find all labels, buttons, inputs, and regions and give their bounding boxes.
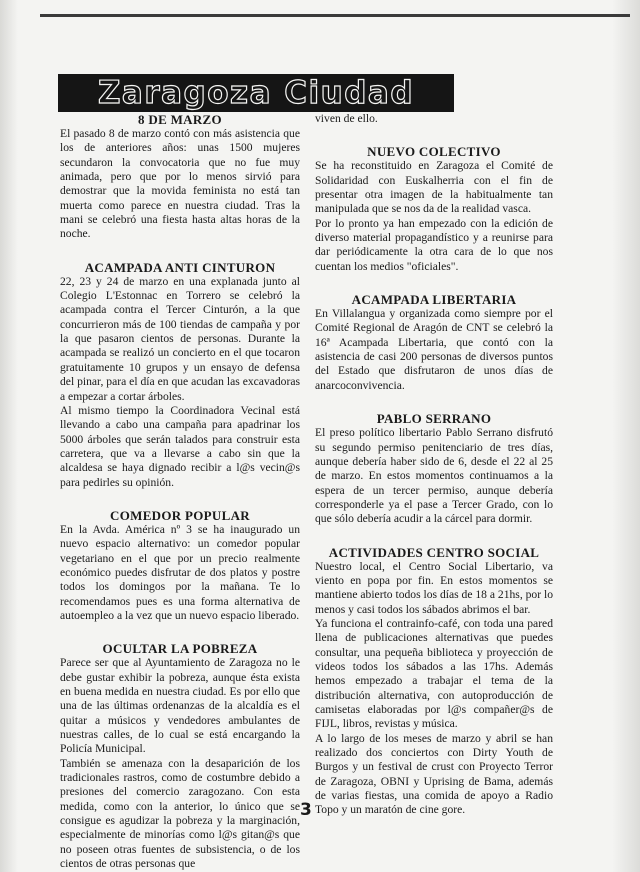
article-paragraph: En la Avda. América nº 3 se ha inaugurado un nuevo espacio alternativo: un comedor popular vegetariano en el que por un precio realmente económico puedes disfrutar de dos platos y postre todos los domingos por la mañana. Te lo recomendamos pues es una forma alternativa de autoempleo a la vez que un nuevo espacio liberado. [60,522,300,622]
article-title: NUEVO COLECTIVO [367,144,501,160]
article-paragraph: El pasado 8 de marzo contó con más asistencia que los de anteriores años: unas 1500 mujeres secundaron la convocatoria que no fue muy animada, pero que por lo menos sirvió para demostrar que la movida feminista no está tan muerta como parece en nuestra ciudad. Tras la mani se celebró una fiesta hasta altas horas de la noche. [60,127,300,241]
article-title: COMEDOR POPULAR [110,507,250,523]
article-acampada-libertaria [315,292,553,393]
article-paragraph: Al mismo tiempo la Coordinadora Vecinal está llevando a cabo una campaña para apadrinar los 5000 árboles que serán talados para construir esta carretera, que va a llevarse a cabo sin que la alcaldesa se haya dignado recibir a l@s vecin@s para pedirles su opinión. [60,403,300,489]
article-title: 8 DE MARZO [138,112,222,127]
article-paragraph: Parece ser que al Ayuntamiento de Zaragoza no le debe gustar exhibir la pobreza, aunque ésta exista en buena medida en nuestra ciudad. Es por ello que una de las últimas ordenanzas de la alcaldía es el quitar a músicos y vendedores ambulantes de nuestras calles, de lo cual se está encargando la Policía Municipal. [60,656,300,756]
article-paragraph: En Villalangua y organizada como siempre por el Comité Regional de Aragón de CNT se celebró la 16ª Acampada Libertaria, que contó con la asistencia de casi 200 personas de diversos puntos del Estado que disfrutaron de unos días de anarcoconvivencia. [315,307,553,392]
article-paragraph: Por lo pronto ya han empezado con la edición de diverso material propagandístico y a reunirse para dar periódicamente la otra cara de lo que nos cuentan los medios "oficiales". [315,216,553,273]
article-paragraph: A lo largo de los meses de marzo y abril se han realizado dos conciertos con Dirty Youth de Burgos y un festival de crust con Proyecto Terror de Zaragoza, OBNI y Uprising de Bama, además de varias fiestas, una comida de apoyo a Radio Topo y un maratón de cine gore. [315,731,553,817]
article-paragraph: Nuestro local, el Centro Social Libertario, va viento en popa por fin. En estos momentos se mantiene abierto todos los días de 18 a 21hs, por lo menos y casi todos los sábados abrimos el bar. [315,559,553,616]
article-pablo-serrano [315,411,553,526]
article-actividades-centro-social [315,545,553,818]
article-acampada-anti-cinturon [60,260,300,490]
right-column [315,112,553,818]
section-banner [58,74,454,112]
article-paragraph: Se ha reconstituido en Zaragoza el Comité de Solidaridad con Euskalherria con el fin de presentar otra imagen de la habitualmente tan manipulada que se nos da de la realidad vasca. [315,159,553,216]
article-8-de-marzo [60,112,300,242]
article-paragraph: Ya funciona el contrainfo-café, con toda una pared llena de publicaciones alternativas que puedes consultar, una pequeña biblioteca y proyección de videos todos los sábados a las 17hs. Además hemos empezado a trabajar el tema de la distribución alternativa, con autoproducción de camisetas elaboradas por l@s compañer@s de FIJL, libros, revistas y música. [315,616,553,731]
section-title: Zaragoza Ciudad [97,75,415,111]
top-rule [40,14,630,17]
article-nuevo-colectivo [315,144,553,274]
article-continuation: viven de ello. [315,112,378,125]
article-title: ACAMPADA LIBERTARIA [351,292,517,308]
page-number: 3 [300,800,312,820]
article-paragraph: El preso político libertario Pablo Serrano disfrutó su segundo permiso penitenciario de tres días, aunque debería haber sido de 6, desde el 22 al 25 de marzo. En estos momentos continuamos a la espera de un tercer permiso, aunque debería corresponderle ya el pase a Tercer Grado, con lo que sólo debería acudir a la cárcel para dormir. [315,426,553,526]
article-paragraph: También se amenaza con la desaparición de los tradicionales rastros, como de costumbre debido a presiones del comercio zaragozano. Con esta medida, como con la anterior, lo único que se consigue es agudizar la pobreza y la marginación, especialmente de minorías como l@s gitan@s que no poseen otras fuentes de subsistencia, o de los cientos de otras personas que [60,756,300,871]
article-title: PABLO SERRANO [376,411,492,427]
article-title: OCULTAR LA POBREZA [102,641,258,657]
article-ocultar-la-pobreza [60,641,300,871]
article-title: ACTIVIDADES CENTRO SOCIAL [328,544,540,560]
article-comedor-popular [60,508,300,623]
article-title: ACAMPADA ANTI CINTURON [84,259,276,275]
article-paragraph: 22, 23 y 24 de marzo en una explanada junto al Colegio L'Estonnac en Torrero se celebró la acampada contra el Tercer Cinturón, a la que concurrieron más de 100 tiendas de campaña y por la que pasaron cientos de personas. Durante la acampada se realizó un concierto en el que tocaron gratuitamente 10 grupos y un ensayo de defensa del pinar, para el día en que acudan las excavadoras a empezar a cortar árboles. [60,274,300,403]
left-column [60,112,300,871]
